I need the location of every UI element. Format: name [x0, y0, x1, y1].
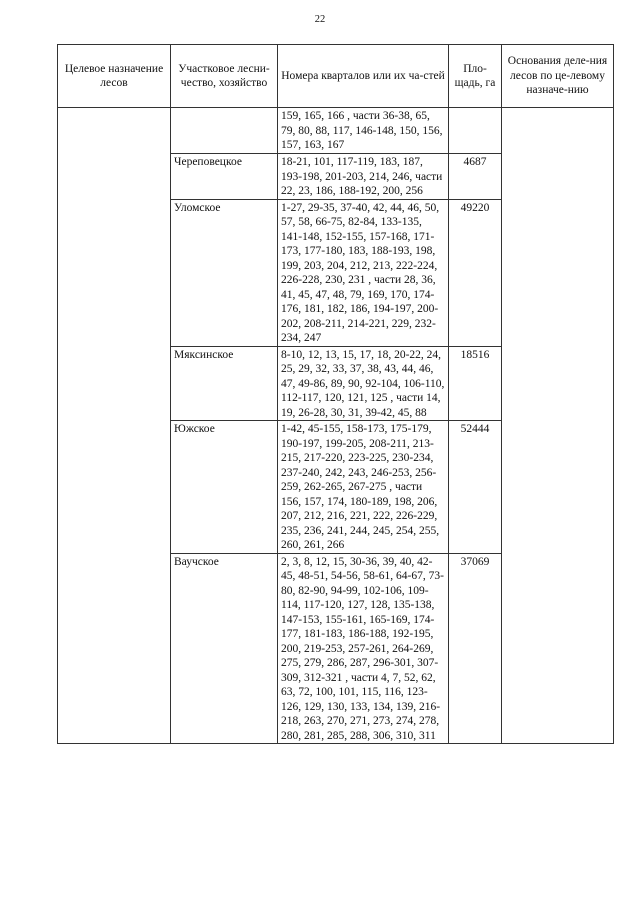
table-row: [58, 108, 614, 154]
forestry-cell: Южское: [171, 421, 278, 554]
header-forestry: Участковое лесни-чество, хозяйство: [171, 45, 278, 108]
area-cell: 52444: [449, 421, 502, 554]
quarters-cell: 1-42, 45-155, 158-173, 175-179, 190-197, 199-205, 208-211, 213-215, 217-220, 223-225, 230-234, 237-240, 242, 243, 246-253, 256-259, 262-265, 267-275 , части 156, 157, 174, 180-189, 198, 206, 207, 212, 216, 221, 222, 226-229, 235, 236, 241, 244, 245, 254, 255, 260, 261, 266: [278, 421, 449, 554]
basis-cell: [502, 108, 614, 744]
area-cell: [449, 108, 502, 154]
header-quarters: Номера кварталов или их ча-стей: [278, 45, 449, 108]
forestry-cell: Уломское: [171, 199, 278, 346]
area-cell: 4687: [449, 154, 502, 200]
page-number: 22: [314, 14, 326, 25]
forestry-cell: Ваучское: [171, 553, 278, 744]
forest-allocation-table: [57, 44, 614, 744]
forestry-cell: [171, 108, 278, 154]
area-cell: 49220: [449, 199, 502, 346]
header-area: Пло-щадь, га: [449, 45, 502, 108]
quarters-cell: 2, 3, 8, 12, 15, 30-36, 39, 40, 42-45, 48-51, 54-56, 58-61, 64-67, 73-80, 82-90, 94-99, 102-106, 109-114, 117-120, 127, 128, 135-138, 147-153, 155-161, 165-169, 174-177, 181-183, 186-188, 192-195, 200, 219-253, 257-261, 264-269, 275, 279, 286, 287, 296-301, 307-309, 312-321 , части 4, 7, 52, 62, 63, 72, 100, 101, 115, 116, 123-126, 129, 130, 133, 134, 139, 216-218, 263, 270, 271, 273, 274, 278, 280, 281, 285, 288, 306, 310, 311: [278, 553, 449, 744]
area-cell: 18516: [449, 346, 502, 421]
quarters-cell: 1-27, 29-35, 37-40, 42, 44, 46, 50, 57, 58, 66-75, 82-84, 133-135, 141-148, 152-155, 157-168, 171-173, 177-180, 183, 188-193, 198, 199, 203, 204, 212, 213, 222-224, 226-228, 230, 231 , части 28, 36, 41, 45, 47, 48, 79, 169, 170, 174-176, 181, 182, 186, 194-197, 200-202, 208-211, 214-221, 229, 232-234, 247: [278, 199, 449, 346]
header-purpose: Целевое назначение лесов: [58, 45, 171, 108]
quarters-cell: 18-21, 101, 117-119, 183, 187, 193-198, 201-203, 214, 246, части 22, 23, 186, 188-192, 200, 256: [278, 154, 449, 200]
forestry-cell: Мяксинское: [171, 346, 278, 421]
forestry-cell: Череповецкое: [171, 154, 278, 200]
purpose-cell: [58, 108, 171, 744]
quarters-cell: 159, 165, 166 , части 36-38, 65, 79, 80, 88, 117, 146-148, 150, 156, 157, 163, 167: [278, 108, 449, 154]
table-header-row: [58, 45, 614, 108]
header-basis: Основания деле-ния лесов по це-левому назначе-нию: [502, 45, 614, 108]
area-cell: 37069: [449, 553, 502, 744]
quarters-cell: 8-10, 12, 13, 15, 17, 18, 20-22, 24, 25, 29, 32, 33, 37, 38, 43, 44, 46, 47, 49-86, 89, 90, 92-104, 106-110, 112-117, 120, 121, 125 , части 14, 19, 26-28, 30, 31, 39-42, 45, 88: [278, 346, 449, 421]
